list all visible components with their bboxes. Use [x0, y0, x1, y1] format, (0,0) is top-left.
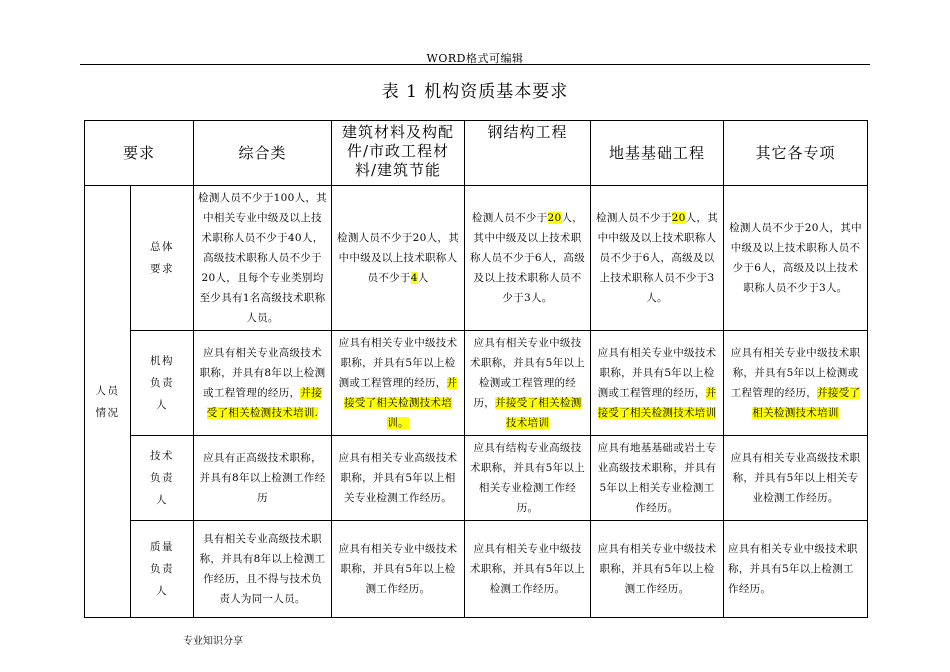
- row-label-overall: 总体要求: [131, 186, 194, 331]
- highlight: 并接受了相关检测技术培训: [495, 397, 582, 429]
- cell-general: 应具有相关专业高级技术职称，并具有8年以上检测或工程管理的经历，并接受了相关检测技术培训.: [194, 331, 332, 436]
- table-header-row: [85, 121, 868, 186]
- row-label-quality-head: 质量负责人: [131, 521, 194, 618]
- cell-other: 应具有相关专业高级技术职称，并具有5年以上相关专业检测工作经历。: [724, 436, 868, 521]
- group-label-text: 人员情况: [95, 384, 120, 419]
- cell-steel: 应具有相关专业中级技术职称，并具有5年以上检测或工程管理的经历，并接受了相关检测技术培训: [465, 331, 591, 436]
- header-foundation: 地基基础工程: [591, 121, 724, 186]
- cell-general: 应具有正高级技术职称，并具有8年以上检测工作经历: [194, 436, 332, 521]
- row-label-institution-head: 机构负责人: [131, 331, 194, 436]
- cell-other: 应具有相关专业中级技术职称，并具有5年以上检测或工程管理的经历，并接受了相关检测技术培训: [724, 331, 868, 436]
- highlight: 20: [671, 212, 686, 224]
- highlight: 并接受了相关检测技术培训: [597, 387, 717, 419]
- highlight: 并接受了相关检测技术培训.: [206, 387, 322, 419]
- cell-foundation: 检测人员不少于20人，其中中级及以上技术职称人员不少于6人，高级及以上技术职称人员不少于3人。: [591, 186, 724, 331]
- cell-other: 应具有相关专业中级技术职称，并具有5年以上检测工作经历。: [724, 521, 868, 618]
- cell-steel: 检测人员不少于20人，其中中级及以上技术职称人员不少于6人，高级及以上技术职称人员不少于3人。: [465, 186, 591, 331]
- page-title: 表 1 机构资质基本要求: [381, 82, 569, 102]
- table-row: [85, 436, 868, 521]
- cell-general: 具有相关专业高级技术职称，并具有8年以上检测工作经历，且不得与技术负责人为同一人员。: [194, 521, 332, 618]
- cell-general: 检测人员不少于100人，其中相关专业中级及以上技术职称人员不少于40人，高级技术职称人员不少于20人，且每个专业类别均至少具有1名高级技术职称人员。: [194, 186, 332, 331]
- requirements-table: [84, 120, 868, 618]
- cell-foundation: 应具有地基基础或岩土专业高级技术职称，并具有5年以上相关专业检测工作经历。: [591, 436, 724, 521]
- row-label-technical-head: 技术负责人: [131, 436, 194, 521]
- highlight: 并接受了相关检测技术培训: [752, 387, 861, 419]
- page-footer: 专业知识分享: [183, 636, 243, 647]
- header-other: 其它各专项: [724, 121, 868, 186]
- page-header: WORD格式可编辑: [426, 52, 524, 65]
- cell-building: 检测人员不少于20人，其中中级及以上技术职称人员不少于4人: [332, 186, 465, 331]
- highlight: 20: [547, 212, 562, 224]
- cell-foundation: 应具有相关专业中级技术职称，并具有5年以上检测或工程管理的经历，并接受了相关检测技术培训: [591, 331, 724, 436]
- table-row: [85, 331, 868, 436]
- highlight: 并接受了相关检测技术培训。: [344, 377, 458, 429]
- cell-steel: 应具有相关专业中级技术职称，并具有5年以上检测工作经历。: [465, 521, 591, 618]
- cell-building: 应具有相关专业中级技术职称，并具有5年以上检测工作经历。: [332, 521, 465, 618]
- header-general: 综合类: [194, 121, 332, 186]
- table-row: [85, 521, 868, 618]
- cell-steel: 应具有结构专业高级技术职称，并具有5年以上相关专业检测工作经历。: [465, 436, 591, 521]
- header-steel: 钢结构工程: [465, 121, 591, 186]
- table-row: [85, 186, 868, 331]
- cell-building: 应具有相关专业高级技术职称，并具有5年以上相关专业检测工作经历。: [332, 436, 465, 521]
- header-divider: [80, 64, 870, 65]
- highlight: 4: [410, 272, 418, 284]
- cell-other: 检测人员不少于20人，其中中级及以上技术职称人员不少于6人，高级及以上技术职称人员不少于3人。: [724, 186, 868, 331]
- cell-foundation: 应具有相关专业中级技术职称，并具有5年以上检测工作经历。: [591, 521, 724, 618]
- header-requirement: 要求: [85, 121, 194, 186]
- group-label-personnel: [85, 186, 131, 618]
- header-building-materials: 建筑材料及构配件/市政工程材料/建筑节能: [332, 121, 465, 186]
- cell-building: 应具有相关专业中级技术职称，并具有5年以上检测或工程管理的经历，并接受了相关检测技术培训。: [332, 331, 465, 436]
